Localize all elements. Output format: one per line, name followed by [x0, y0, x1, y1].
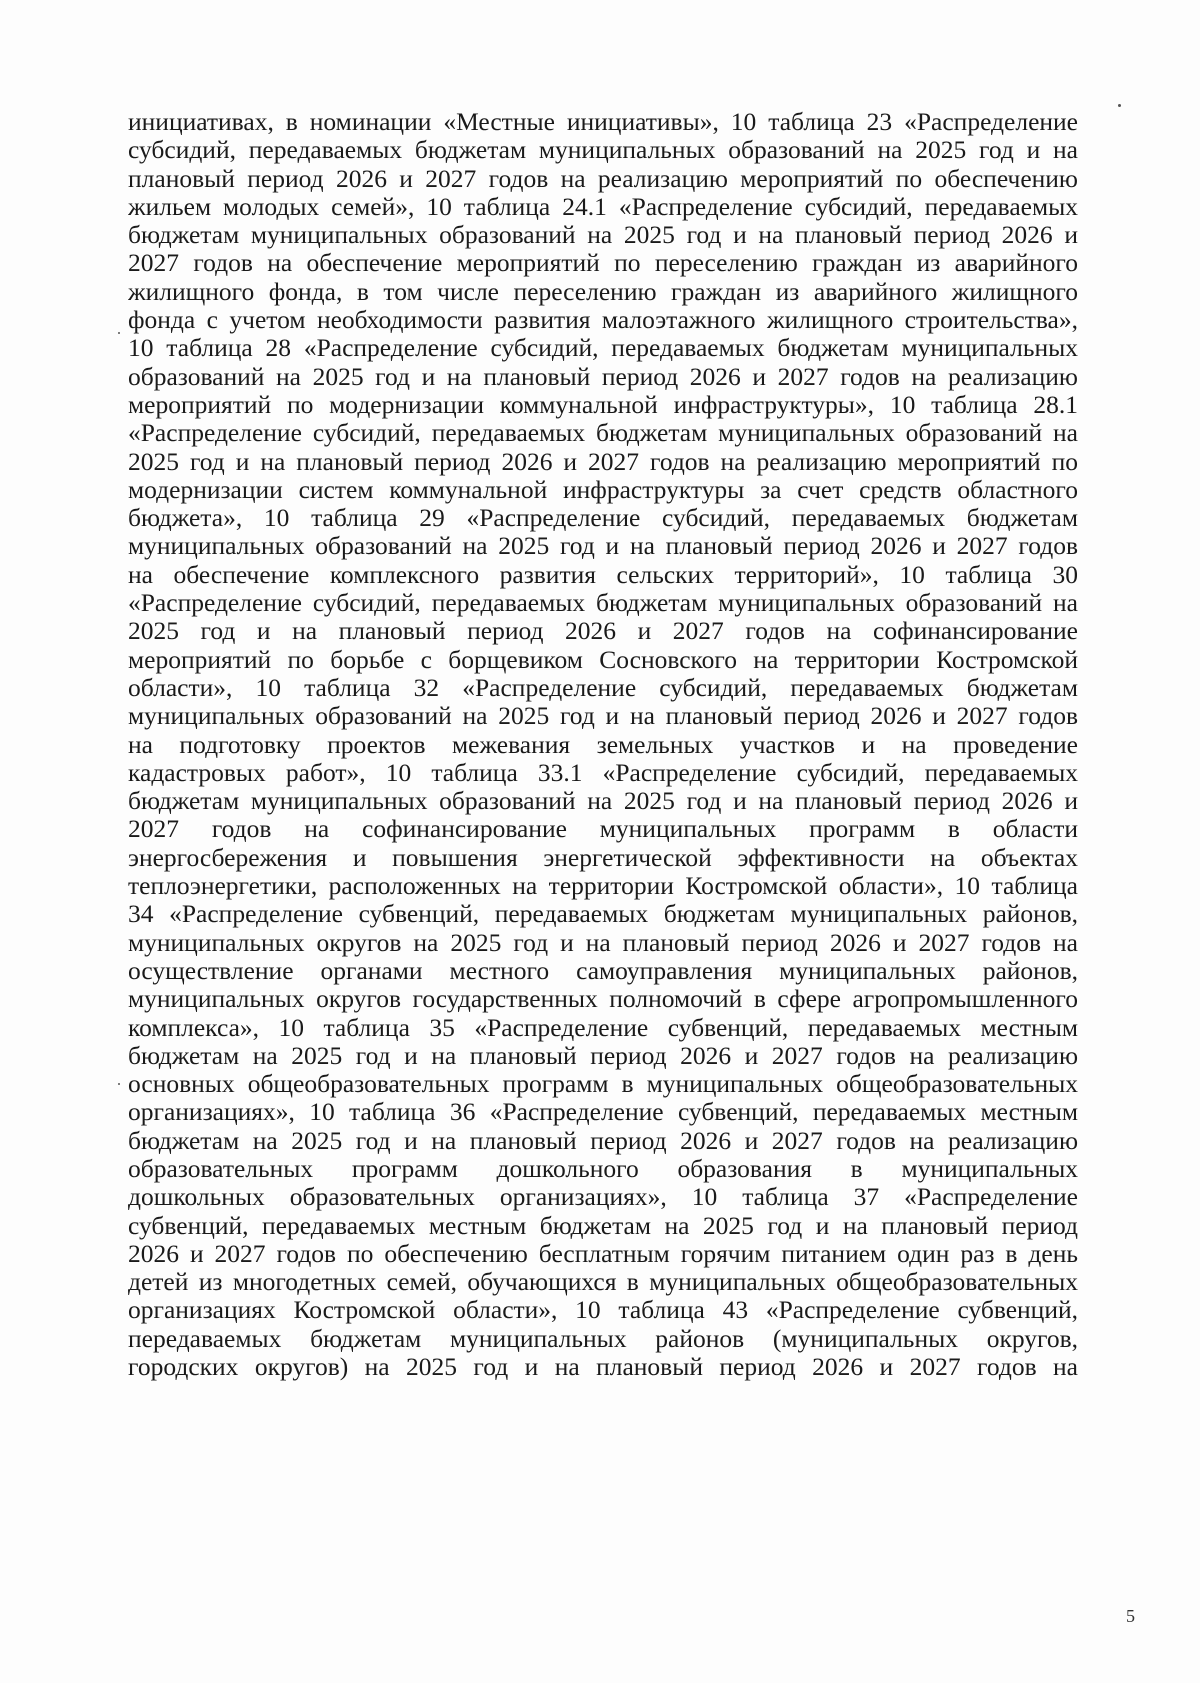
text-line: детей из многодетных семей, обучающихся в муниципальных общеобразовательных: [128, 1268, 1078, 1297]
text-line: основных общеобразовательных программ в муниципальных общеобразовательных: [128, 1070, 1078, 1099]
text-line: жильем молодых семей», 10 таблица 24.1 «Распределение субсидий, передаваемых: [128, 192, 1078, 221]
text-line: области», 10 таблица 32 «Распределение субсидий, передаваемых бюджетам: [128, 673, 1078, 702]
text-line: фонда с учетом необходимости развития малоэтажного жилищного строительства»,: [128, 306, 1078, 335]
text-line: муниципальных образований на 2025 год и на плановый период 2026 и 2027 годов: [128, 532, 1078, 561]
text-line: кадастровых работ», 10 таблица 33.1 «Распределение субсидий, передаваемых: [128, 758, 1078, 787]
text-line: на обеспечение комплексного развития сельских территорий», 10 таблица 30: [128, 560, 1078, 589]
text-line: инициативах, в номинации «Местные инициативы», 10 таблица 23 «Распределение: [128, 108, 1078, 136]
text-line: плановый период 2026 и 2027 годов на реализацию мероприятий по обеспечению: [128, 164, 1078, 193]
text-line: комплекса», 10 таблица 35 «Распределение субвенций, передаваемых местным: [128, 1013, 1078, 1042]
page-number: 5: [1126, 1606, 1135, 1626]
text-line: 2025 год и на плановый период 2026 и 2027 годов на реализацию мероприятий по: [128, 447, 1078, 476]
text-line: бюджетам на 2025 год и на плановый период 2026 и 2027 годов на реализацию: [128, 1041, 1078, 1070]
text-line: 10 таблица 28 «Распределение субсидий, передаваемых бюджетам муниципальных: [128, 334, 1078, 363]
body-text: [128, 108, 1078, 1381]
text-line: на подготовку проектов межевания земельных участков и на проведение: [128, 730, 1078, 759]
text-line: мероприятий по борьбе с борщевиком Сосновского на территории Костромской: [128, 645, 1078, 674]
text-line: мероприятий по модернизации коммунальной инфраструктуры», 10 таблица 28.1: [128, 390, 1078, 419]
text-line: бюджетам на 2025 год и на плановый период 2026 и 2027 годов на реализацию: [128, 1126, 1078, 1155]
text-line: «Распределение субсидий, передаваемых бюджетам муниципальных образований на: [128, 419, 1078, 448]
text-line: организациях», 10 таблица 36 «Распределение субвенций, передаваемых местным: [128, 1098, 1078, 1127]
text-line: субсидий, передаваемых бюджетам муниципальных образований на 2025 год и на: [128, 136, 1078, 165]
scan-speck: [1118, 104, 1121, 107]
text-line: осуществление органами местного самоуправления муниципальных районов,: [128, 956, 1078, 985]
text-line: городских округов) на 2025 год и на плановый период 2026 и 2027 годов на: [128, 1353, 1078, 1382]
text-line: 2027 годов на софинансирование муниципальных программ в области: [128, 815, 1078, 844]
text-line: бюджетам муниципальных образований на 2025 год и на плановый период 2026 и: [128, 221, 1078, 250]
text-line: энергосбережения и повышения энергетической эффективности на объектах: [128, 843, 1078, 872]
text-line: муниципальных образований на 2025 год и на плановый период 2026 и 2027 годов: [128, 702, 1078, 731]
text-line: модернизации систем коммунальной инфраструктуры за счет средств областного: [128, 475, 1078, 504]
text-line: 34 «Распределение субвенций, передаваемых бюджетам муниципальных районов,: [128, 900, 1078, 929]
text-line: 2027 годов на обеспечение мероприятий по переселению граждан из аварийного: [128, 249, 1078, 278]
text-line: бюджетам муниципальных образований на 2025 год и на плановый период 2026 и: [128, 787, 1078, 816]
scan-speck: [118, 332, 120, 334]
text-line: «Распределение субсидий, передаваемых бюджетам муниципальных образований на: [128, 589, 1078, 618]
text-line: образовательных программ дошкольного образования в муниципальных: [128, 1154, 1078, 1183]
text-line: передаваемых бюджетам муниципальных районов (муниципальных округов,: [128, 1324, 1078, 1353]
text-line: субвенций, передаваемых местным бюджетам на 2025 год и на плановый период: [128, 1211, 1078, 1240]
text-line: 2025 год и на плановый период 2026 и 2027 годов на софинансирование: [128, 617, 1078, 646]
scan-speck: [118, 1083, 120, 1085]
text-line: жилищного фонда, в том числе переселению граждан из аварийного жилищного: [128, 277, 1078, 306]
text-line: муниципальных округов на 2025 год и на плановый период 2026 и 2027 годов на: [128, 928, 1078, 957]
text-line: организациях Костромской области», 10 таблица 43 «Распределение субвенций,: [128, 1296, 1078, 1325]
text-line: муниципальных округов государственных полномочий в сфере агропромышленного: [128, 985, 1078, 1014]
text-line: теплоэнергетики, расположенных на территории Костромской области», 10 таблица: [128, 872, 1078, 901]
text-line: 2026 и 2027 годов по обеспечению бесплатным горячим питанием один раз в день: [128, 1239, 1078, 1268]
text-line: образований на 2025 год и на плановый период 2026 и 2027 годов на реализацию: [128, 362, 1078, 391]
text-line: бюджета», 10 таблица 29 «Распределение субсидий, передаваемых бюджетам: [128, 504, 1078, 533]
text-line: дошкольных образовательных организациях», 10 таблица 37 «Распределение: [128, 1183, 1078, 1212]
